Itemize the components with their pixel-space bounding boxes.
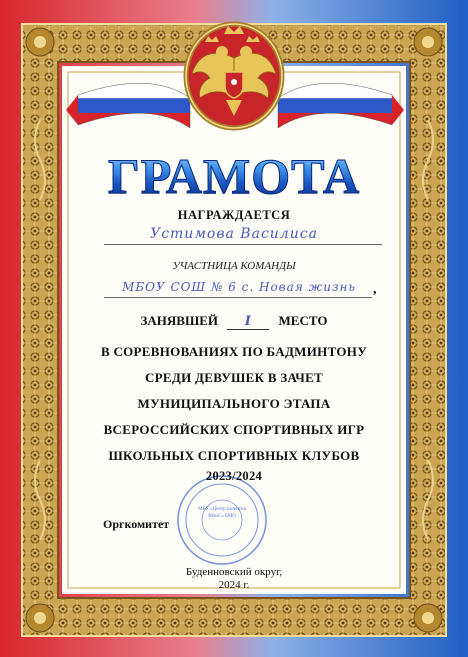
location: Буденновский округ, bbox=[185, 566, 283, 578]
awarded-label: НАГРАЖДАЕТСЯ bbox=[177, 208, 291, 222]
place-line bbox=[0, 313, 468, 330]
place-value: I bbox=[244, 314, 252, 329]
place-prefix: ЗАНЯВШЕЙ bbox=[140, 313, 219, 328]
place-blank bbox=[227, 313, 269, 330]
body-line-3: МУНИЦИПАЛЬНОГО ЭТАПА bbox=[137, 396, 331, 411]
place-suffix: МЕСТО bbox=[278, 313, 328, 328]
body-line-2: СРЕДИ ДЕВУШЕК В ЗАЧЕТ bbox=[144, 370, 324, 385]
team-comma: , bbox=[373, 282, 377, 297]
recipient-underline bbox=[104, 244, 382, 245]
russian-coat-of-arms-icon bbox=[186, 24, 282, 128]
body-line-1: В СОРЕВНОВАНИЯХ ПО БАДМИНТОНУ bbox=[100, 344, 368, 359]
team-name: МБОУ СОШ № 6 с. Новая жизнь bbox=[122, 280, 356, 294]
stamp-text: МБУ «Центр развития ФВиС» БМО bbox=[198, 507, 246, 519]
team-label: УЧАСТНИЦА КОМАНДЫ bbox=[172, 260, 296, 272]
certificate-title: ГРАМОТА bbox=[0, 150, 468, 202]
body-line-6: 2023/2024 bbox=[205, 469, 263, 483]
year: 2024 г. bbox=[218, 579, 250, 591]
team-underline bbox=[104, 297, 372, 298]
body-line-4: ВСЕРОССИЙСКИХ СПОРТИВНЫХ ИГР bbox=[103, 422, 365, 437]
org-committee-label: Оргкомитет bbox=[103, 517, 170, 531]
body-line-5: ШКОЛЬНЫХ СПОРТИВНЫХ КЛУБОВ bbox=[108, 448, 360, 463]
recipient-name: Устимова Василиса bbox=[150, 226, 318, 242]
